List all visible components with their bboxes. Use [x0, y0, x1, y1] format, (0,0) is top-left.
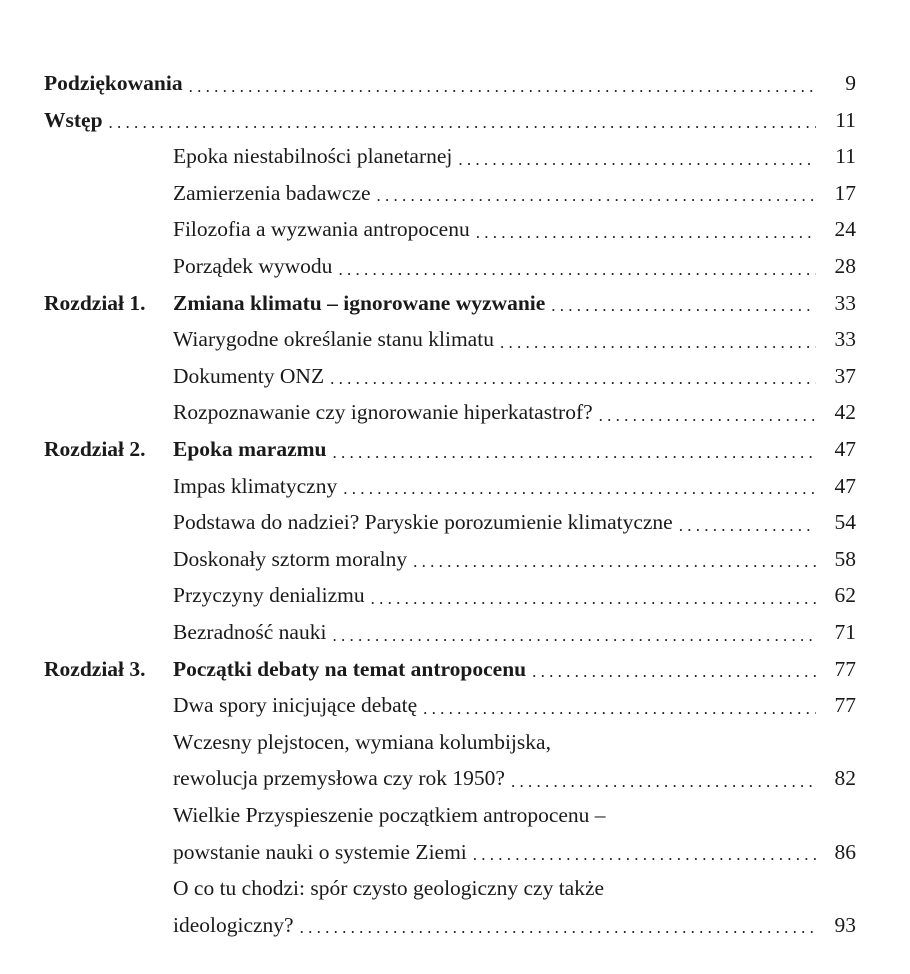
- toc-entry: [44, 570, 856, 607]
- toc-section-title: Wielkie Przyspieszenie początkiem antropocenu –: [173, 802, 606, 827]
- dot-leader: [551, 297, 816, 314]
- toc-page-number: 82: [834, 766, 856, 791]
- toc-entry: [44, 607, 856, 644]
- toc-section-title: Filozofia a wyzwania antropocenu: [173, 217, 470, 242]
- toc-entry: [44, 497, 856, 534]
- toc-page-number: 93: [834, 912, 856, 937]
- toc-entry: [44, 204, 856, 241]
- toc-section-title: O co tu chodzi: spór czysto geologiczny czy także: [173, 876, 605, 901]
- toc-entry: [44, 461, 856, 498]
- toc-section-title: powstanie nauki o systemie Ziemi: [173, 839, 467, 864]
- toc-entry: [44, 863, 856, 900]
- toc-page-number: 37: [834, 363, 856, 388]
- dot-leader: [189, 78, 816, 95]
- dot-leader: [333, 444, 817, 461]
- toc-section-title: Podstawa do nadziei? Paryskie porozumienie klimatyczne: [173, 510, 673, 535]
- toc-section-title: Przyczyny denializmu: [173, 583, 365, 608]
- toc-page-number: 54: [834, 510, 856, 535]
- toc-section-title: Impas klimatyczny: [173, 473, 338, 498]
- toc-entry: [44, 534, 856, 571]
- toc-page-number: 58: [834, 546, 856, 571]
- toc-page-number: 24: [834, 217, 856, 242]
- toc-entry: [44, 753, 856, 790]
- toc-entry: [44, 95, 856, 132]
- dot-leader: [473, 846, 816, 863]
- toc-section-title: ideologiczny?: [173, 912, 294, 937]
- toc-page-number: 77: [834, 693, 856, 718]
- dot-leader: [377, 187, 816, 204]
- toc-page-number: 47: [834, 473, 856, 498]
- toc-section-title: Doskonały sztorm moralny: [173, 546, 408, 571]
- toc-section-title: Wiarygodne określanie stanu klimatu: [173, 327, 494, 352]
- toc-chapter-title: Epoka marazmu: [173, 437, 327, 462]
- toc-entry: [44, 644, 856, 681]
- toc-entry: [44, 168, 856, 205]
- dot-leader: [109, 114, 816, 131]
- dot-leader: [458, 151, 816, 168]
- dot-leader: [371, 590, 816, 607]
- dot-leader: [330, 370, 816, 387]
- toc-page-number: 47: [834, 437, 856, 462]
- toc-page-number: 28: [834, 254, 856, 279]
- toc-section-title: Bezradność nauki: [173, 620, 327, 644]
- toc-page-number: 33: [834, 290, 856, 315]
- toc-section-title: Dwa spory inicjujące debatę: [173, 693, 418, 718]
- toc-page-number: 11: [835, 107, 856, 132]
- toc-entry: [44, 131, 856, 168]
- dot-leader: [332, 627, 816, 644]
- dot-leader: [679, 517, 816, 534]
- toc-entry: [44, 241, 856, 278]
- toc-section-title: Wczesny plejstocen, wymiana kolumbijska,: [173, 729, 551, 754]
- toc-page-number: 86: [834, 839, 856, 864]
- toc-page-number: 62: [834, 583, 856, 608]
- dot-leader: [423, 700, 816, 717]
- toc-section-title: Rozpoznawanie czy ignorowanie hiperkatastrof?: [173, 400, 593, 425]
- toc-entry: [44, 351, 856, 388]
- toc-page-number: 71: [834, 620, 856, 644]
- toc-page-number: 11: [835, 144, 856, 169]
- toc-section-title: rewolucja przemysłowa czy rok 1950?: [173, 766, 505, 791]
- toc-entry: [44, 314, 856, 351]
- toc-chapter-title: Początki debaty na temat antropocenu: [173, 656, 527, 681]
- toc-entry: [44, 424, 856, 461]
- table-of-contents: [44, 58, 856, 936]
- dot-leader: [500, 334, 816, 351]
- dot-leader: [599, 407, 816, 424]
- dot-leader: [476, 224, 816, 241]
- toc-page-number: 77: [834, 656, 856, 681]
- toc-chapter-label: Rozdział 2.: [44, 437, 146, 462]
- toc-section-title: Zamierzenia badawcze: [173, 180, 371, 205]
- toc-entry: [44, 717, 856, 754]
- toc-entry: [44, 790, 856, 827]
- toc-entry: [44, 387, 856, 424]
- dot-leader: [413, 553, 816, 570]
- dot-leader: [338, 261, 816, 278]
- toc-chapter-label: Rozdział 1.: [44, 290, 146, 315]
- dot-leader: [511, 773, 816, 790]
- toc-entry: [44, 58, 856, 95]
- dot-leader: [300, 919, 816, 936]
- toc-section-title: Dokumenty ONZ: [173, 363, 325, 388]
- toc-entry: [44, 680, 856, 717]
- toc-entry-title: Wstęp: [44, 107, 103, 132]
- dot-leader: [532, 663, 816, 680]
- toc-entry-title: Podziękowania: [44, 71, 183, 96]
- toc-entry: [44, 826, 856, 863]
- toc-page-number: 9: [845, 71, 856, 96]
- toc-page-number: 42: [834, 400, 856, 425]
- toc-entry: [44, 278, 856, 315]
- toc-page-number: 33: [834, 327, 856, 352]
- toc-chapter-title: Zmiana klimatu – ignorowane wyzwanie: [173, 290, 546, 315]
- toc-chapter-label: Rozdział 3.: [44, 656, 146, 681]
- dot-leader: [343, 480, 816, 497]
- toc-entry: [44, 900, 856, 937]
- toc-section-title: Epoka niestabilności planetarnej: [173, 144, 453, 169]
- toc-page-number: 17: [834, 180, 856, 205]
- toc-section-title: Porządek wywodu: [173, 254, 333, 279]
